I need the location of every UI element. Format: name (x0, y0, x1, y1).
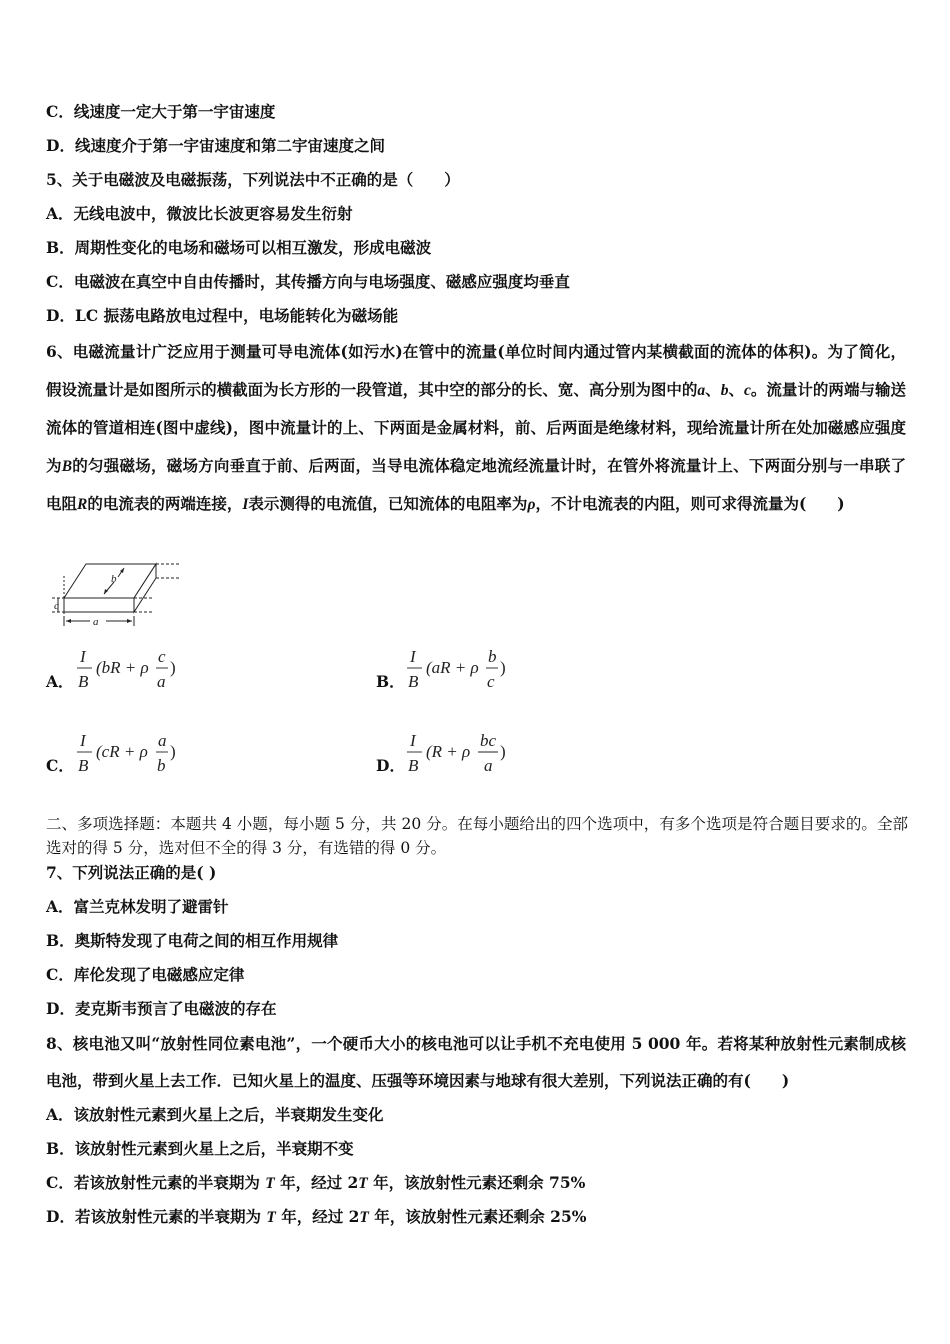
svg-text:(bR + ρ: (bR + ρ (96, 658, 149, 677)
svg-text:c: c (487, 672, 495, 691)
q8-option-a: A．该放射性元素到火星上之后，半衰期发生变化 (46, 1105, 384, 1124)
q8-option-b: B．该放射性元素到火星上之后，半衰期不变 (46, 1139, 354, 1158)
q6-option-d-label: D． (376, 756, 405, 775)
q4-option-d: D．线速度介于第一宇宙速度和第二宇宙速度之间 (46, 136, 385, 155)
q7-option-a: A．富兰克林发明了避雷针 (46, 897, 229, 916)
q7-option-c: C．库伦发现了电磁感应定律 (46, 965, 245, 984)
figure-label-a: a (93, 616, 99, 628)
svg-text:(cR + ρ: (cR + ρ (96, 742, 148, 761)
svg-text:(R + ρ: (R + ρ (426, 742, 471, 761)
section-2-header: 二、多项选择题：本题共 4 小题，每小题 5 分，共 20 分。在每小题给出的四个选项中，有多个选项是符合题目要求的。全部选对的得 5 分，选对但不全的得 3 分，有选错的得 0 分。 (46, 815, 908, 857)
svg-text:I: I (410, 731, 416, 750)
q5-option-c: C．电磁波在真空中自由传播时，其传播方向与电场强度、磁感应强度均垂直 (46, 272, 570, 291)
q8-stem: 8、核电池又叫“放射性同位素电池”，一个硬币大小的核电池可以让手机不充电使用 5 000 年。若将某种放射性元素制成核电池，带到火星上去工作．已知火星上的温度、压强等环境因素与地球有很大差别，下列说法正确的有( ) (46, 1034, 906, 1090)
q4-option-c: C．线速度一定大于第一宇宙速度 (46, 102, 276, 121)
q5-option-d: D．LC 振荡电路放电过程中，电场能转化为磁场能 (46, 306, 399, 325)
svg-text:B: B (408, 672, 419, 691)
svg-text:a: a (158, 731, 167, 750)
q6-option-d-formula (404, 728, 534, 776)
svg-text:I: I (410, 647, 416, 666)
q6-option-c-formula (74, 728, 204, 776)
svg-text:): ) (500, 658, 506, 677)
q6-option-a-formula (74, 644, 204, 692)
q5-stem: 5、关于电磁波及电磁振荡，下列说法中不正确的是（ ） (46, 170, 460, 189)
figure-label-b: b (111, 573, 117, 585)
q7-option-d: D．麦克斯韦预言了电磁波的存在 (46, 999, 277, 1018)
q6-option-b-label: B． (376, 672, 405, 691)
svg-text:B: B (78, 672, 89, 691)
q6-option-a-label: A． (46, 672, 74, 691)
q5-option-b: B．周期性变化的电场和磁场可以相互激发，形成电磁波 (46, 238, 432, 257)
q7-option-b: B．奥斯特发现了电荷之间的相互作用规律 (46, 931, 339, 950)
q6-option-c-label: C． (46, 756, 74, 775)
svg-text:B: B (78, 756, 89, 775)
svg-text:b: b (488, 647, 497, 666)
q6-stem: 6、电磁流量计广泛应用于测量可导电流体(如污水)在管中的流量(单位时间内通过管内某横截面的流体的体积)。为了简化，假设流量计是如图所示的横截面为长方形的一段管道，其中空的部分的长、宽、高分别为图中的a、b、c。流量计的两端与输送流体的管道相连(图中虚线)，图中流量计的上、下两面是金属材料，前、后两面是绝缘材料，现给流量计所在处加磁感应强度为B的匀强磁场，磁场方向垂直于前、后两面，当导电流体稳定地流经流量计时，在管外将流量计上、下两面分别与一串联了电阻R的电流表的两端连接，I表示测得的电流值，已知流体的电阻率为ρ，不计电流表的内阻，则可求得流量为( ) (46, 342, 906, 513)
svg-text:B: B (408, 756, 419, 775)
figure-label-c: c (54, 600, 59, 612)
q6-flowmeter-figure (44, 558, 186, 630)
svg-text:I: I (80, 647, 86, 666)
svg-text:): ) (170, 658, 176, 677)
svg-text:I: I (80, 731, 86, 750)
svg-text:): ) (500, 742, 506, 761)
svg-text:a: a (157, 672, 166, 691)
q6-option-b-formula (404, 644, 534, 692)
q5-option-a: A．无线电波中，微波比长波更容易发生衍射 (46, 204, 353, 223)
q7-stem: 7、下列说法正确的是( ) (46, 863, 217, 882)
q8-option-d: D．若该放射性元素的半衰期为 T 年，经过 2T 年，该放射性元素还剩余 25% (46, 1207, 587, 1226)
q8-option-c: C．若该放射性元素的半衰期为 T 年，经过 2T 年，该放射性元素还剩余 75% (46, 1173, 586, 1192)
svg-text:(aR + ρ: (aR + ρ (426, 658, 479, 677)
svg-text:c: c (158, 647, 166, 666)
svg-text:bc: bc (480, 731, 497, 750)
svg-text:a: a (484, 756, 493, 775)
svg-text:): ) (170, 742, 176, 761)
svg-text:b: b (157, 756, 166, 775)
